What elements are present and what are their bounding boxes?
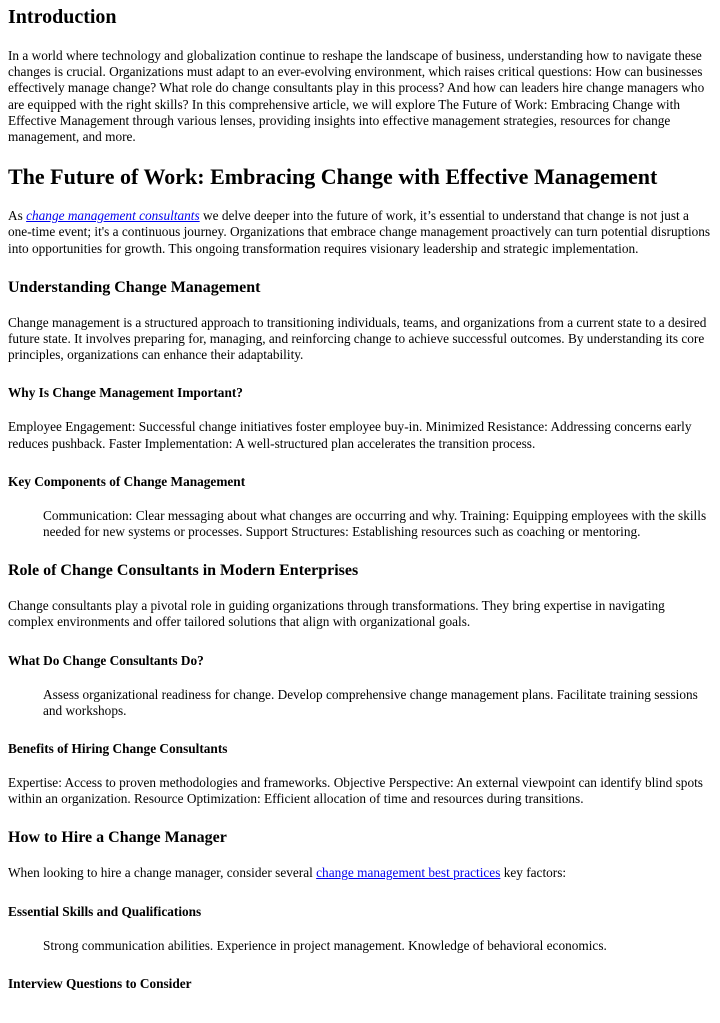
understanding-heading: Understanding Change Management <box>8 278 261 296</box>
article <box>0 6 720 992</box>
skills-blockquote: Strong communication abilities. Experience in project management. Knowledge of behavioral economics. <box>43 937 607 953</box>
intro-paragraph: In a world where technology and globalization continue to reshape the landscape of business, understanding how to navigate these changes is crucial. Organizations must adapt to an ever-evolving environment, which raises critical questions: How can businesses effectively manage change? What role do change consultants play in this process? And how can leaders hire change managers who are equipped with the right skills? In this comprehensive article, we will explore The Future of Work: Embracing Change with Effective Management through various lenses, providing insights into effective management strategies, resources for change management, and more. <box>8 48 705 145</box>
benefits-heading: Benefits of Hiring Change Consultants <box>8 741 228 757</box>
components-heading: Key Components of Change Management <box>8 473 246 489</box>
future-paragraph-suffix: we delve deeper into the future of work, it’s essential to understand that change is not just a one-time event; it's a continuous journey. Organizations that embrace change management proactively can turn potential disruptions into opportunities for growth. This ongoing transformation requires visionary leadership and strategic implementation. <box>8 208 711 256</box>
future-paragraph-prefix: As <box>8 208 27 224</box>
hire-paragraph-prefix: When looking to hire a change manager, consider several <box>8 865 317 881</box>
benefits-paragraph: Expertise: Access to proven methodologies and frameworks. Objective Perspective: An external viewpoint can identify blind spots within an organization. Resource Optimization: Efficient allocation of time and resources during transitions. <box>8 775 703 807</box>
hire-heading: How to Hire a Change Manager <box>8 829 227 847</box>
future-heading: The Future of Work: Embracing Change with Effective Management <box>8 164 658 190</box>
what-do-blockquote: Assess organizational readiness for change. Develop comprehensive change management plans. Facilitate training sessions and workshops. <box>43 686 698 718</box>
skills-heading: Essential Skills and Qualifications <box>8 903 202 919</box>
why-paragraph: Employee Engagement: Successful change initiatives foster employee buy-in. Minimized Resistance: Addressing concerns early reduces pushback. Faster Implementation: A well-structured plan accelerates the transition process. <box>8 419 692 451</box>
hire-paragraph <box>8 865 712 881</box>
intro-heading: Introduction <box>8 6 117 28</box>
change-management-best-practices-link[interactable]: change management best practices <box>316 865 501 881</box>
interview-heading: Interview Questions to Consider <box>8 975 192 991</box>
components-blockquote: Communication: Clear messaging about what changes are occurring and why. Training: Equipping employees with the skills needed for new systems or processes. Support Structures: Establishing resources such as coaching or mentoring. <box>43 507 707 540</box>
role-heading: Role of Change Consultants in Modern Enterprises <box>8 562 359 580</box>
why-heading: Why Is Change Management Important? <box>8 385 243 401</box>
future-paragraph <box>8 208 712 257</box>
hire-paragraph-suffix: key factors: <box>500 865 567 881</box>
what-do-heading: What Do Change Consultants Do? <box>8 652 204 668</box>
understanding-paragraph: Change management is a structured approach to transitioning individuals, teams, and organizations from a current state to a desired future state. It involves preparing for, managing, and reinforcing change to achieve successful outcomes. By understanding its core principles, organizations can enhance their adaptability. <box>8 314 707 363</box>
change-management-consultants-link[interactable]: change management consultants <box>26 208 200 224</box>
role-paragraph: Change consultants play a pivotal role in guiding organizations through transformations. They bring expertise in navigating complex environments and offer tailored solutions that align with organizational goals. <box>8 598 665 630</box>
